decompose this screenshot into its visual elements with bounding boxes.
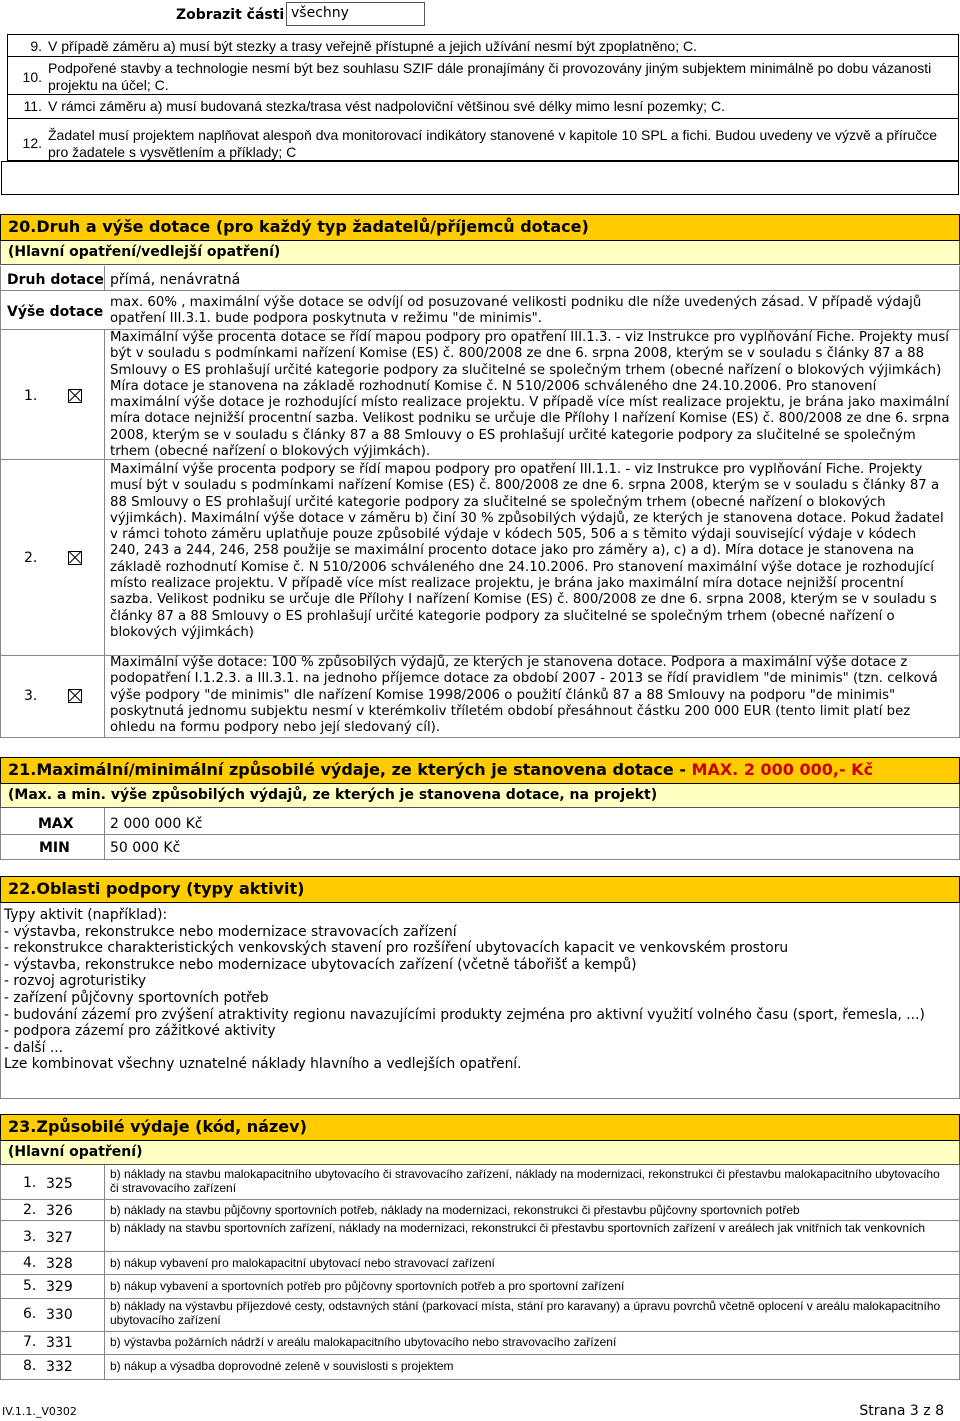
expense-number: 3. [23,1229,37,1245]
expense-text: b) náklady na stavbu půjčovny sportovních potřeb, náklady na modernizaci, rekonstrukci či přestavbu půjčovny sportovních potřeb [110,1203,800,1217]
condition-number: 10. [22,69,42,85]
activity-line: - výstavba, rekonstrukce nebo modernizace ubytovacích zařízení (včetně tábořišť a kempů) [4,956,637,973]
top-bar [0,0,960,30]
max-label: MAX [38,816,74,832]
section-23-subtitle: (Hlavní opatření) [0,1141,960,1165]
section-21-title-text: 21.Maximální/minimální způsobilé výdaje, ze kterých je stanovena dotace - [8,760,692,779]
dotace-row-number: 3. [24,688,38,704]
display-parts-select[interactable]: všechny [286,2,425,26]
max-value: 2 000 000 Kč [110,816,203,832]
min-value: 50 000 Kč [110,840,181,856]
expense-number: 1. [23,1175,37,1191]
condition-row [7,94,959,118]
footer-page-number: Strana 3 z 8 [859,1403,944,1419]
activity-line: - výstavba, rekonstrukce nebo modernizace stravovacích zařízení [4,923,457,940]
section-21-title-max: MAX. 2 000 000,- Kč [691,760,874,779]
vyse-value: max. 60% , maximální výše dotace se odvíjí od posuzované velikosti podniku dle níže uvedených zásad. V případě výdajů opatření III.3.1. bude podpora poskytnuta v režimu "de minimis". [110,295,922,327]
dotace-row-text: Maximální výše procenta podpory se řídí mapou podpory pro opatření III.1.1. - viz Instrukce pro vyplňování Fiche. Projekty musí být v souladu s podmínkami nařízení Komise (ES) č. 800/2008 ze dne 6. srpna 2008, kterým se v souladu s články 87 a 88 Smlouvy o ES prohlašují určité kategorie podpory za slučitelné se společným trhem (obecné nařízení o blokových výjimkách). Maximální výše dotace v záměru b) činí 30 % způsobilých výdajů, ze kterých je stanovena dotace. Pokud žadatel v rámci tohoto záměru uplatňuje pouze způsobilé výdaje v kódech 505, 506 a s těmito výdaji související výdaje v kódech 240, 243 a 244, 246, 258 použije se maximální procento dotace jako pro záměry a), c) a d). Míra dotace je stanovena na základě rozhodnutí Komise č. N 510/2006 schváleného dne 24.10.2006. Pro stanovení maximální výše dotace je rozhodující místo realizace projektu. V případě více míst realizace projektu, je brána jako maximální míra dotace nejnižší procentní sazba. Velikost podniku se určuje dle Přílohy I nařízení Komise (ES) č. 800/2008 ze dne 6. srpna 2008, kterým se v souladu s články 87 a 88 Smlouvy o ES prohlašují určité kategorie podpory za slučitelné se společným trhem (obecné nařízení o blokových výjimkách) [110,462,944,640]
checked-checkbox-icon[interactable] [68,689,82,703]
druh-value: přímá, nenávratná [110,272,241,288]
expense-code: 326 [46,1203,73,1219]
condition-number: 9. [30,38,42,54]
condition-number: 11. [23,98,42,114]
activity-line: Typy aktivit (například): [4,907,168,923]
condition-number: 12. [22,135,42,151]
condition-row [7,34,959,56]
expense-text: b) náklady na stavbu malokapacitního ubytovacího či stravovacího zařízení, náklady na modernizaci, rekonstrukci či přestavbu malokapacitního ubytovacího či stravovacího zařízení [110,1167,940,1195]
section-22-title: 22.Oblasti podpory (typy aktivit) [0,876,960,903]
activity-line: - podpora zázemí pro zážitkové aktivity [4,1023,276,1040]
activity-list [4,907,954,1073]
activity-line: Lze kombinovat všechny uznatelné náklady hlavního a vedlejších opatření. [4,1056,522,1073]
dotace-row-number: 2. [24,550,38,566]
section-23-title: 23.Způsobilé výdaje (kód, název) [0,1114,960,1141]
expense-code: 325 [46,1176,73,1192]
expense-text: b) náklady na výstavbu příjezdové cesty, odstavných stání (parkovací místa, stání pro karavany) a úpravu povrchů včetně oplocení v areálu malokapacitního ubytovacího zařízení [110,1299,941,1327]
druh-label: Druh dotace [7,272,104,288]
activity-line: - zařízení půjčovny sportovních potřeb [4,989,269,1006]
section-20-title: 20.Druh a výše dotace (pro každý typ žadatelů/příjemců dotace) [0,214,960,241]
condition-text: V rámci záměru a) musí budovaná stezka/trasa vést nadpoloviční většinou své délky mimo lesní pozemky; C. [48,98,725,114]
section-20-subtitle: (Hlavní opatření/vedlejší opatření) [0,241,960,265]
condition-text: V případě záměru a) musí být stezky a trasy veřejně přístupné a jejich užívání nesmí být zpoplatněno; C. [48,38,697,54]
expense-text: b) nákup vybavení a sportovních potřeb pro půjčovny sportovních potřeb a pro sportovní zařízení [110,1279,625,1293]
expense-code: 327 [46,1230,73,1246]
dotace-row-text: Maximální výše procenta dotace se řídí mapou podpory pro opatření III.1.3. - viz Instrukce pro vyplňování Fiche. Projekty musí být v souladu s podmínkami nařízení Komise (ES) č. 800/2008 ze dne 6. srpna 2008, kterým se v souladu s články 87 a 88 Smlouvy o ES prohlašují určité kategorie podpory za slučitelné se společným trhem (obecné nařízení o blokových výjimkách) Míra dotace je stanovena na základě rozhodnutí Komise č. N 510/2006 schváleného dne 24.10.2006. Pro stanovení maximální výše dotace je rozhodující místo realizace projektu. V případě více míst realizace projektu, je brána jako maximální míra dotace nejnižší procentní sazba. Velikost podniku se určuje dle Přílohy I nařízení Komise (ES) č. 800/2008 ze dne 6. srpna 2008, kterým se v souladu s články 87 a 88 Smlouvy o ES prohlašují určité kategorie podpory za slučitelné se společným trhem (obecné nařízení o blokových výjimkách). [110,330,950,460]
activity-line: - další ... [4,1039,63,1056]
display-parts-label: Zobrazit části [176,7,285,23]
expense-number: 8. [23,1358,37,1374]
dotace-row-text: Maximální výše dotace: 100 % způsobilých výdajů, ze kterých je stanovena dotace. Podpora a maximální výše dotace z podopatření I.1.2.3. a III.3.1. na jednoho příjemce dotace za období 2007 - 2013 se řídí pravidlem "de minimis" (tzn. celková výše podpory "de minimis" dle nařízení Komise 1998/2006 o použití článků 87 a 88 Smlouvy na podporu "de minimis" poskytnutá jednomu subjektu nesmí v kterémkoliv tříletém období přesáhnout částku 200 000 EUR (tento limit platí bez ohledu na formu podpory nebo její sledovaný cíl). [110,655,938,736]
vyse-label: Výše dotace [7,304,104,320]
expense-number: 5. [23,1278,37,1294]
expense-number: 4. [23,1255,37,1271]
condition-text: Podpořené stavby a technologie nesmí být bez souhlasu SZIF dále pronajímány či provozovány jiným subjektem minimálně po dobu vázanosti projektu na účel; C. [48,60,932,93]
expense-code: 331 [46,1335,73,1351]
expense-code: 330 [46,1307,73,1323]
condition-row [7,56,959,94]
expense-text: b) výstavba požárních nádrží v areálu malokapacitního ubytovacího nebo stravovacího zařízení [110,1335,617,1349]
activity-line: - rekonstrukce charakteristických venkovských stavení pro rozšíření ubytovacích kapacit ve venkovském prostoru [4,940,789,957]
section-21-subtitle: (Max. a min. výše způsobilých výdajů, ze kterých je stanovena dotace, na projekt) [0,784,960,808]
dotace-row-number: 1. [24,388,38,404]
section-21-title [0,757,960,784]
activity-line: - budování zázemí pro zvýšení atraktivity regionu navazujícími produkty zejména pro aktivní využití volného času (sport, řemesla, ...) [4,1006,925,1023]
checked-checkbox-icon[interactable] [68,551,82,565]
empty-field[interactable] [1,161,959,195]
condition-text: Žadatel musí projektem naplňovat alespoň dva monitorovací indikátory stanovené v kapitole 10 SPL a fichi. Budou uvedeny ve výzvě a příručce pro žadatele s vysvětlením a příklady; C [48,127,937,160]
condition-row [7,118,959,161]
expense-text: b) nákup a výsadba doprovodné zeleně v souvislosti s projektem [110,1359,454,1373]
footer-doc-id: IV.1.1._V0302 [2,1405,77,1418]
expense-code: 328 [46,1256,73,1272]
expense-text: b) nákup vybavení pro malokapacitní ubytovací nebo stravovací zařízení [110,1256,495,1270]
expense-code: 332 [46,1359,73,1375]
min-label: MIN [39,840,70,856]
expense-text: b) náklady na stavbu sportovních zařízení, náklady na modernizaci, rekonstrukci či přestavbu sportovních zařízení v areálech jak vnitřních tak venkovních [110,1221,926,1235]
checked-checkbox-icon[interactable] [68,389,82,403]
expense-code: 329 [46,1279,73,1295]
expense-number: 2. [23,1202,37,1218]
activity-line: - rozvoj agroturistiky [4,973,147,990]
expense-number: 7. [23,1334,37,1350]
expense-number: 6. [23,1306,37,1322]
